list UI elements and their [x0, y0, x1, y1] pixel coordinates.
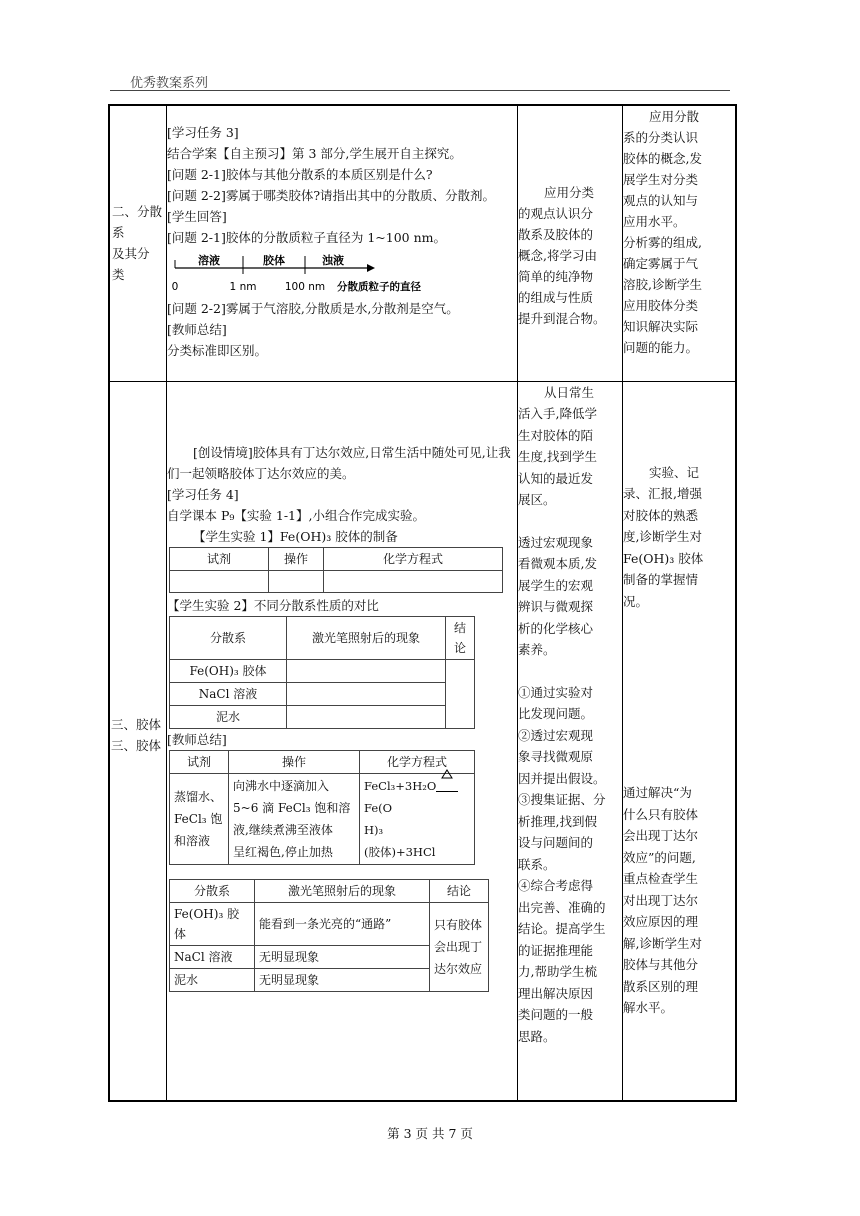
- intent-line: 析的化学核心: [518, 620, 594, 636]
- operation-cell: [229, 773, 360, 864]
- table-header: 试剂: [170, 750, 229, 773]
- summary-label: [教师总结]: [167, 731, 227, 747]
- eval-line: 解,诊断学生对: [623, 935, 702, 951]
- intent-cell-2: [518, 105, 623, 381]
- intent-line: ①通过实验对: [518, 684, 594, 700]
- empty-cell: [269, 570, 324, 592]
- axis-tick-label: 100 nm: [284, 281, 326, 293]
- table-row: 泥水: [170, 705, 287, 728]
- conclusion-line: 只有胶体: [434, 917, 483, 932]
- eval-line: 况。: [623, 593, 649, 609]
- intent-line: 生度,找到学生: [518, 449, 597, 464]
- eval-line: 效应原因的理: [623, 914, 699, 929]
- operation-line: 向沸水中逐滴加入: [233, 778, 330, 793]
- stage-line: 二、分散: [112, 204, 163, 220]
- stage-line: 三、胶体: [111, 737, 162, 753]
- task-text: 自学课本 P₉【实验 1-1】,小组合作完成实验。: [167, 507, 425, 523]
- eval-cell-2: [623, 105, 737, 381]
- eval-line: 散系区别的理: [623, 978, 699, 994]
- intent-line: 象寻找微观原: [518, 749, 594, 764]
- axis-tick-label: 0: [171, 281, 179, 293]
- table-header: 操作: [269, 547, 324, 570]
- eval-line: 胶体与其他分: [623, 957, 699, 972]
- intent-line: ②透过宏观现: [518, 727, 594, 743]
- activity-line: [问题 2-2]雾属于哪类胶体?请指出其中的分散质、分散剂。: [167, 188, 496, 203]
- page-number: 第 3 页 共 7 页: [387, 1126, 473, 1141]
- eval-line: 观点的认知与: [623, 193, 699, 208]
- eval-line: 分析雾的组成,: [623, 235, 702, 250]
- equation-left: FeCl₃+3H₂O: [364, 778, 437, 793]
- intent-line: 活入手,降低学: [518, 406, 597, 421]
- intent-line: 因并提出假设。: [518, 770, 606, 786]
- exp2-title: 【学生实验 2】不同分散系性质的对比: [167, 597, 379, 613]
- axis-seg-solution: 溶液: [198, 254, 220, 267]
- stage-line: 类: [112, 267, 125, 283]
- activity-line: [问题 2-2]雾属于气溶胶,分散质是水,分散剂是空气。: [167, 301, 459, 316]
- header-title: 优秀教案系列: [130, 76, 209, 91]
- table-header: 试剂: [170, 547, 269, 570]
- intent-line: 的组成与性质: [518, 290, 594, 305]
- task-label: [学习任务 4]: [167, 486, 239, 502]
- equation-right: Fe(O: [364, 800, 393, 815]
- eval-line: 问题的能力。: [623, 340, 699, 355]
- activity-line: [问题 2-1]胶体与其他分散系的本质区别是什么?: [167, 167, 433, 182]
- eval-line: 对胶体的熟悉: [623, 507, 699, 523]
- intent-line: 力,帮助学生梳: [518, 964, 597, 979]
- eval-line: 对出现丁达尔: [623, 892, 699, 908]
- exp1-table: [169, 547, 503, 593]
- conclusion-cell: [430, 902, 489, 991]
- equation-line: (胶体)+3HCl: [364, 844, 436, 859]
- empty-cell: [287, 659, 446, 682]
- axis-title: 分散质粒子的直径: [337, 281, 421, 293]
- activity-line: 结合学案【自主预习】第 3 部分,学生展开自主探究。: [167, 146, 462, 161]
- table-header: 结论: [430, 879, 489, 902]
- empty-cell: [287, 682, 446, 705]
- intent-line: 透过宏观现象: [518, 534, 594, 550]
- axis-arrow: [367, 264, 375, 272]
- table-cell: 无明显现象: [255, 968, 430, 991]
- intent-line: 比发现问题。: [518, 706, 594, 721]
- table-header: 化学方程式: [360, 750, 475, 773]
- intent-line: 提升到混合物。: [518, 311, 606, 326]
- stage-cell-3: [109, 381, 167, 1101]
- intent-line: 展区。: [518, 492, 556, 507]
- intent-line: 结论。提高学生: [518, 921, 606, 936]
- intent-line: 概念,将学习由: [518, 248, 597, 263]
- table-header: 结论: [446, 616, 475, 659]
- eval-line: 实验、记: [649, 464, 700, 480]
- activity-line: [教师总结]: [167, 322, 227, 337]
- table-row: Fe(OH)₃ 胶体: [170, 659, 287, 682]
- axis-seg-colloid: 胶体: [263, 254, 285, 267]
- intent-line: ④综合考虑得: [518, 878, 594, 893]
- axis-seg-suspension: 浊液: [322, 254, 344, 267]
- intent-line: 散系及胶体的: [518, 227, 594, 242]
- summary-table-1: [169, 750, 475, 865]
- operation-line: 5~6 滴 FeCl₃ 饱和溶: [233, 800, 351, 815]
- eval-line: 制备的掌握情: [623, 572, 699, 587]
- activity-cell-3: [167, 381, 518, 1101]
- intent-line: 理出解决原因: [518, 985, 594, 1001]
- intent-line: 认知的最近发: [518, 470, 594, 486]
- intent-line: 的证据推理能: [518, 942, 594, 958]
- intent-line: 类问题的一般: [518, 1007, 594, 1022]
- axis-tick-label: 1 nm: [229, 281, 257, 293]
- activity-cell-2: [167, 105, 518, 381]
- intent-line: 思路。: [518, 1028, 556, 1044]
- activity-line: [学生回答]: [167, 209, 227, 224]
- table-header: 操作: [229, 750, 360, 773]
- empty-cell: [324, 570, 503, 592]
- exp1-title: 【学生实验 1】Fe(OH)₃ 胶体的制备: [193, 528, 398, 544]
- table-header: 激光笔照射后的现象: [255, 879, 430, 902]
- eval-line: 系的分类认识: [623, 130, 699, 145]
- eval-line: 应用分散: [649, 109, 700, 124]
- intent-line: 设与问题间的: [518, 835, 594, 850]
- eval-line: 效应”的问题,: [623, 849, 696, 865]
- equation-line: [364, 775, 470, 819]
- eval-line: 会出现丁达尔: [623, 828, 699, 843]
- table-row: NaCl 溶液: [170, 682, 287, 705]
- reagent-line: FeCl₃ 饱: [174, 811, 223, 826]
- eval-line: 重点检查学生: [623, 871, 699, 886]
- activity-line: [学习任务 3]: [167, 125, 239, 140]
- conclusion-line: 达尔效应: [434, 961, 483, 976]
- intent-line: 联系。: [518, 856, 556, 872]
- intent-line: 析推理,找到假: [518, 813, 597, 829]
- intent-line: 生对胶体的陌: [518, 427, 594, 443]
- table-cell: 无明显现象: [255, 945, 430, 968]
- eval-line: 通过解决“为: [623, 785, 692, 800]
- eval-line: 录、汇报,增强: [623, 486, 702, 501]
- eval-line: 溶胶,诊断学生: [623, 277, 702, 292]
- eval-line: 知识解决实际: [623, 319, 699, 334]
- eval-line: 胶体的概念,发: [623, 151, 702, 166]
- stage-cell-2: [109, 105, 167, 381]
- stage-line: 及其分: [112, 246, 150, 262]
- eval-line: 确定雾属于气: [623, 256, 699, 271]
- table-row: 泥水: [170, 968, 255, 991]
- table-row: NaCl 溶液: [170, 945, 255, 968]
- empty-cell: [170, 570, 269, 592]
- eval-line: 度,诊断学生对: [623, 529, 702, 544]
- equation-cell: [360, 773, 475, 864]
- empty-cell: [287, 705, 446, 728]
- intent-line: 应用分类: [544, 185, 595, 200]
- activity-line: [问题 2-1]胶体的分散质粒子直径为 1~100 nm。: [167, 230, 446, 245]
- stage-line: 三、胶体: [111, 716, 162, 732]
- intent-line: 出完善、准确的: [518, 899, 606, 915]
- header-rule: [110, 90, 730, 91]
- eval-line: 什么只有胶体: [623, 806, 699, 822]
- heat-sign: [436, 781, 458, 792]
- empty-cell: [446, 659, 475, 728]
- activity-line: 分类标准即区别。: [167, 343, 268, 358]
- intent-line: 看微观本质,发: [518, 556, 597, 571]
- intent-line: 的观点认识分: [518, 206, 594, 221]
- intent-line: ③搜集证据、分: [518, 792, 606, 807]
- operation-line: 液,继续煮沸至液体: [233, 822, 333, 837]
- scenario-text: [创设情境]胶体具有丁达尔效应,日常生活中随处可见,让我们一起领略胶体丁达尔效应的美。: [167, 444, 511, 481]
- table-header: 激光笔照射后的现象: [287, 616, 446, 659]
- reagent-line: 蒸馏水、: [174, 789, 223, 804]
- eval-line: Fe(OH)₃ 胶体: [623, 550, 704, 566]
- eval-line: 应用水平。: [623, 214, 686, 229]
- eval-cell-3: [623, 381, 737, 1101]
- stage-line: 系: [112, 225, 125, 241]
- lesson-table: [108, 104, 737, 1102]
- intent-line: 简单的纯净物: [518, 269, 594, 284]
- triangle-icon: [441, 769, 453, 779]
- table-header: 分散系: [170, 879, 255, 902]
- intent-cell-3: [518, 381, 623, 1101]
- table-row: Fe(OH)₃ 胶体: [170, 902, 255, 945]
- eval-line: 解水平。: [623, 1000, 674, 1015]
- reagent-line: 和溶液: [174, 833, 211, 848]
- table-cell: 能看到一条光亮的“通路”: [255, 902, 430, 945]
- table-header: 化学方程式: [324, 547, 503, 570]
- equation-line: H)₃: [364, 822, 384, 837]
- table-header: 分散系: [170, 616, 287, 659]
- intent-line: 素养。: [518, 642, 556, 657]
- eval-line: 应用胶体分类: [623, 298, 699, 313]
- summary-table-2: [169, 879, 489, 992]
- intent-line: 辨识与微观探: [518, 599, 594, 614]
- intent-line: 展学生的宏观: [518, 577, 594, 593]
- particle-size-axis: [167, 250, 447, 296]
- intent-line: 从日常生: [544, 384, 595, 400]
- eval-line: 展学生对分类: [623, 172, 699, 187]
- exp2-table: [169, 616, 475, 729]
- operation-line: 呈红褐色,停止加热: [233, 844, 333, 859]
- conclusion-line: 会出现丁: [434, 939, 483, 954]
- reagent-cell: [170, 773, 229, 864]
